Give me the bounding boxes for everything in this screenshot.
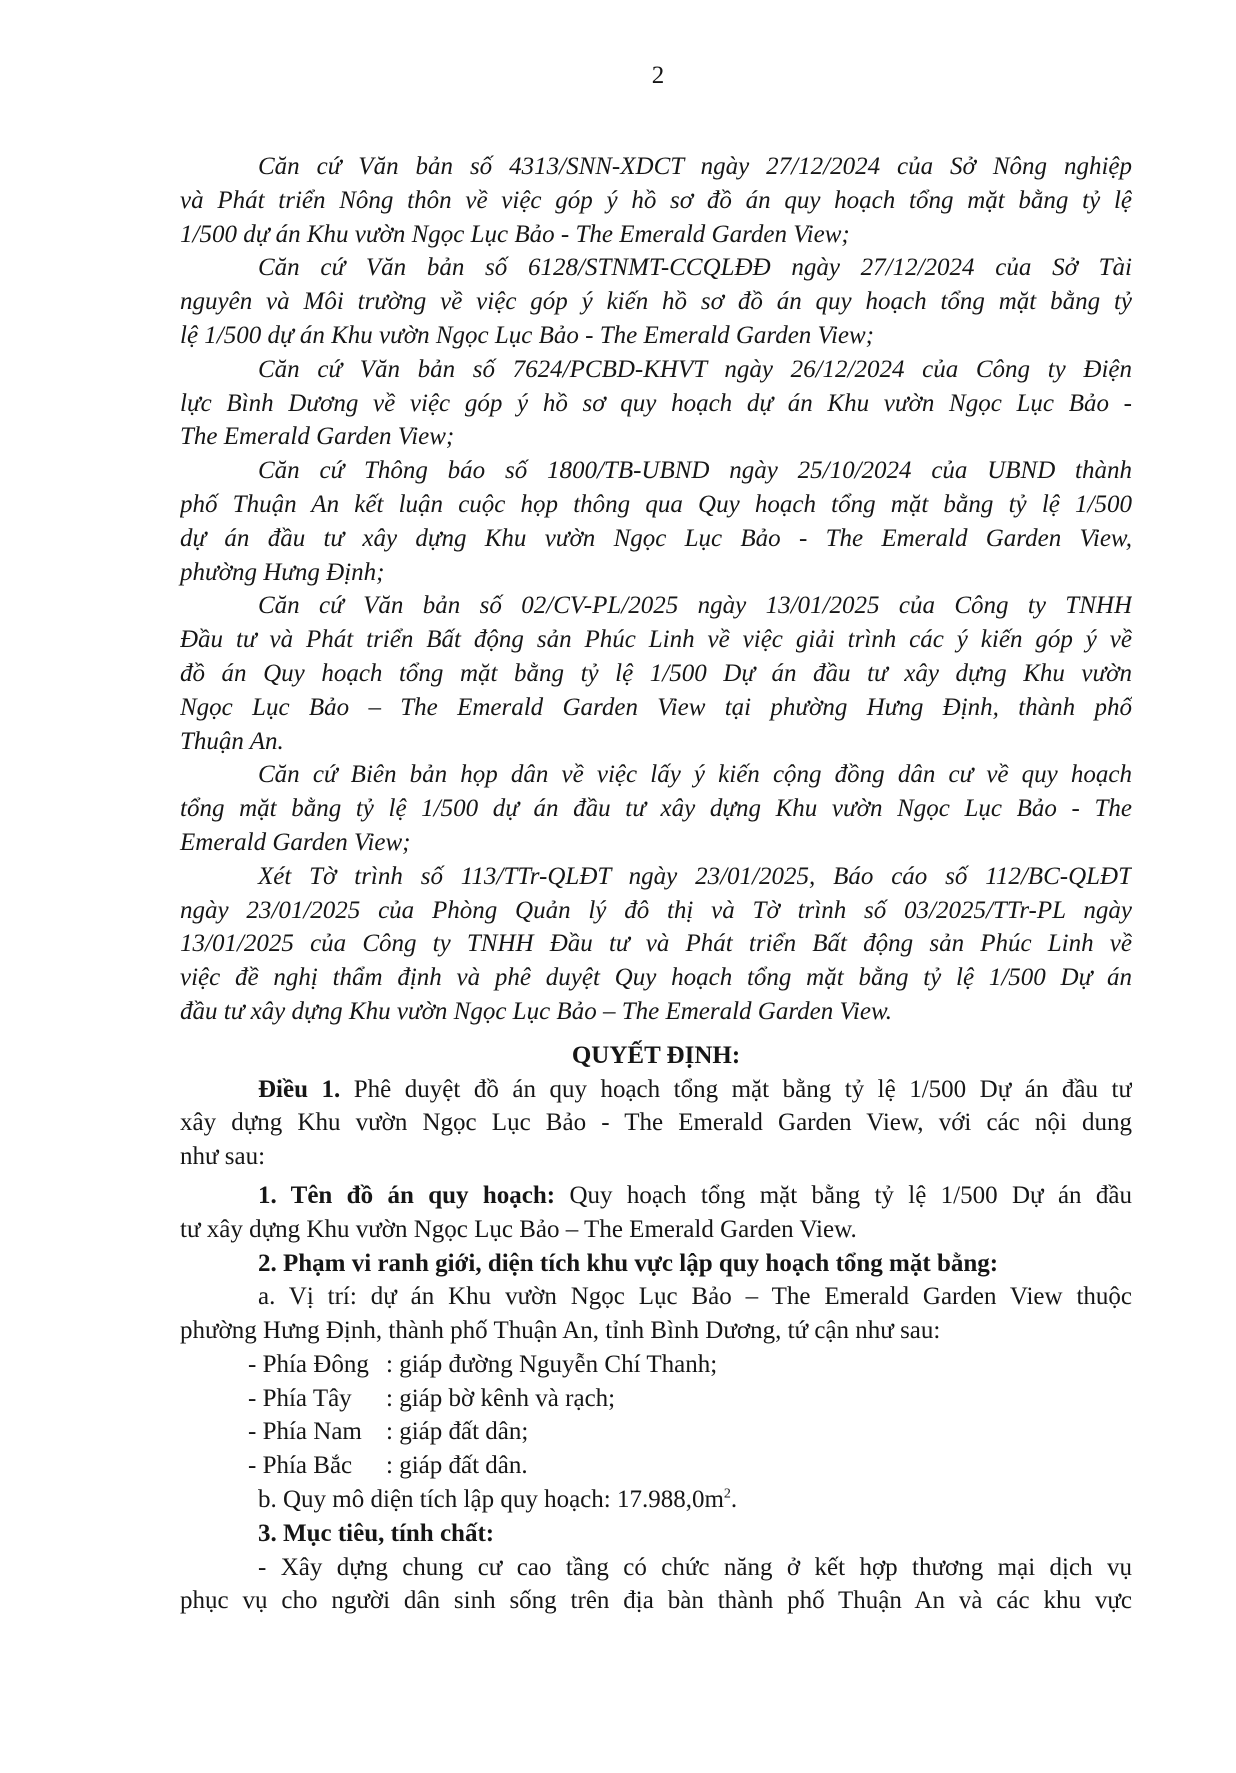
recital-line: tổng mặt bằng tỷ lệ 1/500 dự án đầu tư xây dựng Khu vườn Ngọc Lục Bảo - The	[180, 795, 1132, 823]
area-text: b. Quy mô diện tích lập quy hoạch: 17.988,0m	[258, 1486, 724, 1514]
recital-line: Căn cứ Văn bản số 7624/PCBD-KHVT ngày 26/12/2024 của Công ty Điện	[258, 355, 1132, 383]
boundary-desc: : giáp bờ kênh và rạch;	[386, 1384, 616, 1412]
decision-heading: QUYẾT ĐỊNH:	[571, 1041, 741, 1069]
recital-line: ngày 23/01/2025 của Phòng Quản lý đô thị và Tờ trình số 03/2025/TTr-PL ngày	[180, 896, 1132, 924]
recital-line: 13/01/2025 của Công ty TNHH Đầu tư và Phát triển Bất động sản Phúc Linh về	[180, 930, 1132, 958]
boundary-desc: : giáp đường Nguyễn Chí Thanh;	[386, 1350, 718, 1378]
recital-line: nguyên và Môi trường về việc góp ý kiến hồ sơ đồ án quy hoạch tổng mặt bằng tỷ	[180, 288, 1132, 316]
article-1-line	[180, 1073, 1132, 1107]
article-1-line: như sau:	[180, 1143, 266, 1171]
area-line	[180, 1483, 1132, 1517]
recital-line: phố Thuận An kết luận cuộc họp thông qua Quy hoạch tổng mặt bằng tỷ lệ 1/500	[180, 490, 1132, 518]
recital-line: Đầu tư và Phát triển Bất động sản Phúc Linh về việc giải trình các ý kiến góp ý về	[180, 626, 1132, 654]
area-end: .	[730, 1486, 738, 1514]
boundary-row	[180, 1382, 1132, 1416]
recital-line: Căn cứ Thông báo số 1800/TB-UBND ngày 25/10/2024 của UBND thành	[258, 457, 1132, 485]
recital-line: Căn cứ Văn bản số 6128/STNMT-CCQLĐĐ ngày 27/12/2024 của Sở Tài	[258, 254, 1132, 282]
recital-line: lực Bình Dương về việc góp ý hồ sơ quy hoạch dự án Khu vườn Ngọc Lục Bảo -	[180, 389, 1132, 417]
recital-line: Ngọc Lục Bảo – The Emerald Garden View tại phường Hưng Định, thành phố	[180, 693, 1132, 721]
boundary-side: - Phía Đông	[248, 1350, 369, 1378]
item-2-title: 2. Phạm vi ranh giới, diện tích khu vực lập quy hoạch tổng mặt bằng:	[258, 1249, 999, 1277]
item-3-line: phục vụ cho người dân sinh sống trên địa bàn thành phố Thuận An và các khu vực	[180, 1587, 1132, 1615]
boundary-row	[180, 1449, 1132, 1483]
boundary-row	[180, 1415, 1132, 1449]
recital-line: 1/500 dự án Khu vườn Ngọc Lục Bảo - The Emerald Garden View;	[180, 220, 850, 248]
recital-line: Emerald Garden View;	[180, 828, 411, 856]
boundary-desc: : giáp đất dân;	[386, 1418, 529, 1446]
recital-line: Thuận An.	[180, 727, 284, 755]
item-1-label: 1. Tên đồ án quy hoạch:	[258, 1181, 556, 1209]
item-1-line: tư xây dựng Khu vườn Ngọc Lục Bảo – The Emerald Garden View.	[180, 1215, 857, 1243]
boundary-side: - Phía Bắc	[248, 1452, 353, 1480]
boundary-desc: : giáp đất dân.	[386, 1452, 528, 1480]
location-line: phường Hưng Định, thành phố Thuận An, tỉnh Bình Dương, tứ cận như sau:	[180, 1317, 941, 1345]
boundary-side: - Phía Tây	[248, 1384, 352, 1412]
recital-line: và Phát triển Nông thôn về việc góp ý hồ sơ đồ án quy hoạch tổng mặt bằng tỷ lệ	[180, 186, 1132, 214]
recital-line: Căn cứ Biên bản họp dân về việc lấy ý kiến cộng đồng dân cư về quy hoạch	[258, 761, 1132, 789]
recital-line: The Emerald Garden View;	[180, 423, 455, 451]
area-unit-exponent: 2	[723, 1486, 731, 1502]
document-body	[180, 150, 1132, 1618]
page-number: 2	[651, 62, 665, 89]
recital-line: Xét Tờ trình số 113/TTr-QLĐT ngày 23/01/2025, Báo cáo số 112/BC-QLĐT	[258, 862, 1132, 890]
article-1-label: Điều 1.	[258, 1075, 341, 1103]
item-3-line: - Xây dựng chung cư cao tầng có chức năng ở kết hợp thương mại dịch vụ	[258, 1553, 1132, 1581]
article-1-line: xây dựng Khu vườn Ngọc Lục Bảo - The Emerald Garden View, với các nội dung	[180, 1109, 1132, 1137]
recital-line: đầu tư xây dựng Khu vườn Ngọc Lục Bảo – The Emerald Garden View.	[180, 997, 893, 1025]
article-1-text: Phê duyệt đồ án quy hoạch tổng mặt bằng tỷ lệ 1/500 Dự án đầu tư	[340, 1075, 1132, 1103]
boundary-side: - Phía Nam	[248, 1418, 362, 1446]
item-1-line	[180, 1179, 1132, 1213]
recital-line: Căn cứ Văn bản số 02/CV-PL/2025 ngày 13/01/2025 của Công ty TNHH	[258, 592, 1132, 620]
recital-line: phường Hưng Định;	[180, 558, 385, 586]
item-3-title: 3. Mục tiêu, tính chất:	[258, 1519, 495, 1547]
recital-line: đồ án Quy hoạch tổng mặt bằng tỷ lệ 1/500 Dự án đầu tư xây dựng Khu vườn	[180, 659, 1132, 687]
location-line: a. Vị trí: dự án Khu vườn Ngọc Lục Bảo – The Emerald Garden View thuộc	[258, 1283, 1132, 1311]
recital-line: lệ 1/500 dự án Khu vườn Ngọc Lục Bảo - The Emerald Garden View;	[180, 321, 874, 349]
item-1-text: Quy hoạch tổng mặt bằng tỷ lệ 1/500 Dự án đầu	[555, 1181, 1132, 1209]
boundary-row	[180, 1348, 1132, 1382]
recital-line: dự án đầu tư xây dựng Khu vườn Ngọc Lục Bảo - The Emerald Garden View,	[180, 524, 1132, 552]
recital-line: việc đề nghị thẩm định và phê duyệt Quy hoạch tổng mặt bằng tỷ lệ 1/500 Dự án	[180, 964, 1132, 992]
recital-line: Căn cứ Văn bản số 4313/SNN-XDCT ngày 27/12/2024 của Sở Nông nghiệp	[258, 153, 1132, 180]
